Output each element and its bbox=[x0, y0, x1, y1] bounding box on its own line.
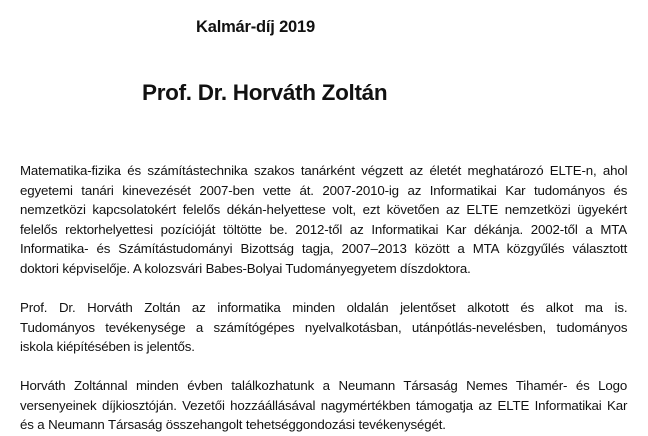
text-line: egyetemi tanári kinevezését 2007-ben vette át. 2007-2010-ig az Informatikai Kar tudományos és bbox=[20, 182, 628, 198]
text-line: nemzetközi kapcsolatokért felelős dékán-helyettese volt, ezt követően az ELTE nemzetközi ügyekért bbox=[20, 202, 627, 217]
text-line: és a Neumann Társaság összehangolt tehetséggondozási tevékenységét. bbox=[20, 417, 446, 432]
text-line: iskola kiépítésében is jelentős. bbox=[20, 339, 195, 354]
paragraph-biography bbox=[20, 161, 627, 278]
text-line: versenyeinek díjkiosztóján. Vezetői hozzáállásával nagymértékben támogatja az ELTE Informatikai Kar bbox=[20, 397, 628, 413]
award-title: Kalmár-díj 2019 bbox=[196, 18, 315, 36]
text-line: Prof. Dr. Horváth Zoltán az informatika minden oldalán jelentőset alkotott és alkot ma is. bbox=[20, 300, 628, 315]
text-line: felelős rektorhelyettesi pozícióját töltötte be. 2012-től az Informatikai Kar dékánja. 2002-től a MTA bbox=[20, 221, 627, 237]
text-line: doktori képviselője. A kolozsvári Babes-Bolyai Tudományegyetem díszdoktora. bbox=[20, 260, 471, 276]
text-line: Informatika- és Számítástudományi Bizottság tagja, 2007–2013 között a MTA közgyűlés választott bbox=[20, 241, 628, 256]
text-line: Matematika-fizika és számítástechnika szakos tanárként végzett az életét meghatározó ELTE-n, ahol bbox=[20, 163, 628, 178]
person-name-title: Prof. Dr. Horváth Zoltán bbox=[142, 80, 388, 105]
text-line: Horváth Zoltánnal minden évben találkozhatunk a Neumann Társaság Nemes Tihamér- és Logo bbox=[20, 378, 628, 393]
paragraph-achievements bbox=[20, 298, 627, 357]
text-line: Tudományos tevékenysége a számítógépes nyelvalkotásban, utánpótlás-nevelésben, tudományos bbox=[20, 319, 628, 335]
paragraph-neumann-society bbox=[20, 376, 627, 435]
